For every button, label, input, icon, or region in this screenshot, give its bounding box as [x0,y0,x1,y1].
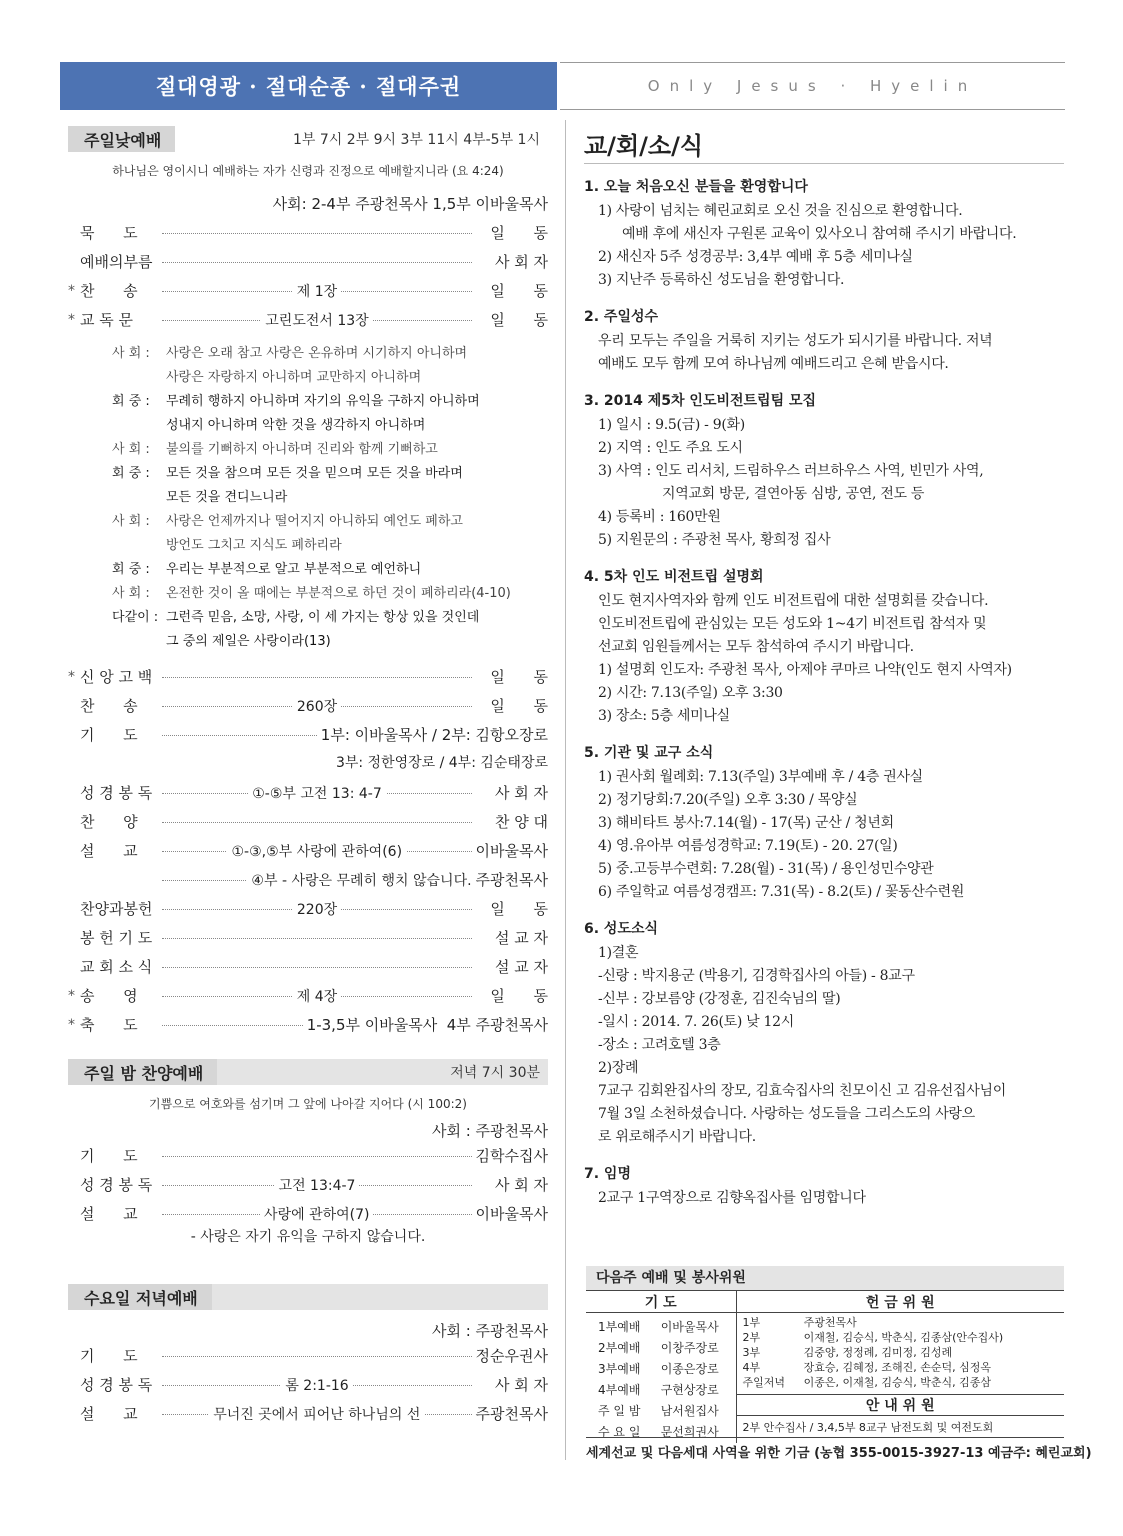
news-line: 2교구 1구역장으로 김향옥집사를 임명합니다 [598,1190,866,1206]
news-line: 1) 일시 : 9.5(금) - 9(화) [598,417,745,433]
order-person: 찬 양 대 [494,813,548,831]
reading-text: 모든 것을 견디느니라 [166,490,288,505]
mission-fund: 세계선교 및 다음세대 사역을 위한 기금 (농협 355-0015-3927-13 예금주: 혜린교회) [586,1437,1064,1461]
stand-mark: * [68,311,75,328]
order-label: 송 영 [80,987,138,1005]
reading-text: 사랑은 오래 참고 사랑은 온유하며 시기하지 아니하며 [166,346,468,361]
order-label: 교 독 문 [80,311,134,329]
prayer-extra: 3부: 정한영장로 / 4부: 김순태장로 [335,755,548,771]
offering-row-value: 김중양, 정정례, 김미정, 김성례 [803,1346,953,1359]
dot-leader [158,668,476,686]
order-person: 김학수집사 [475,1147,548,1165]
news-item [584,306,1064,376]
dot-leader [158,1016,307,1034]
wednesday-leader: 사회 : 주광천목사 [431,1322,548,1340]
order-list-1 [68,218,548,334]
news-line: 4) 등록비 : 160만원 [598,509,721,525]
order-row [68,1341,548,1370]
guide-head: 안 내 위 원 [737,1394,1065,1416]
reading-line [112,342,548,366]
news-line: 인도 현지사역자와 함께 인도 비전트립에 대한 설명회를 갖습니다. [598,593,989,609]
order-person: 설 교 자 [494,958,548,976]
reading-speaker [112,486,166,510]
sunday-evening-verse: 기쁨으로 여호와를 섬기며 그 앞에 나아갈 지어다 (시 100:2) [149,1097,467,1111]
stand-mark: * [68,987,75,1004]
dot-leader [158,958,476,976]
order-row [68,1141,548,1170]
order-label: 찬 송 [80,697,138,715]
news-line: 우리 모두는 주일을 거룩히 지키는 성도가 되시기를 바랍니다. 저녁 [598,333,993,349]
offering-row-key: 3부 [742,1346,761,1359]
news-heading: 6. 성도소식 [584,921,659,937]
sermon-extra-row [68,865,548,894]
wednesday-header [68,1284,548,1310]
sunday-morning-header [68,126,548,152]
prayer-row-value: 구현상장로 [660,1383,719,1397]
offering-row-value: 주광천목사 [803,1316,857,1329]
order-person: 1부: 이바울목사 / 2부: 김항오장로 [320,726,548,744]
news-column [584,126,1064,1210]
prayer-row-value: 이종은장로 [660,1362,719,1376]
news-line: 2) 새신자 5주 성경공부: 3,4부 예배 후 5층 세미나실 [598,249,913,265]
reading-speaker: 회 중 : [112,562,150,577]
news-line: 2) 지역 : 인도 주요 도시 [598,440,743,456]
order-person: 사 회 자 [494,1376,548,1394]
offering-row [743,1360,1065,1375]
order-row [68,1170,548,1199]
reading-text: 그런즉 믿음, 소망, 사랑, 이 세 가지는 항상 있을 것인데 [166,610,480,625]
offering-row [743,1315,1065,1330]
dot-leader [158,784,476,802]
worship-column [68,126,548,1428]
reading-text: 무례히 행하지 아니하며 자기의 유익을 구하지 아니하며 [166,394,480,409]
duty-table [586,1266,1064,1443]
news-line: 7월 3일 소천하셨습니다. 사랑하는 성도들을 그리스도의 사랑으 [598,1106,975,1122]
sunday-evening-time: 저녁 7시 30분 [450,1065,540,1081]
offering-row-value: 이재철, 김승식, 박춘식, 김종삼(안수집사) [803,1331,1004,1344]
order-row [68,1370,548,1399]
wednesday-title: 수요일 저녁예배 [68,1284,212,1310]
order-label: 설 교 [80,1205,138,1223]
order-label: 묵 도 [80,224,138,242]
order-label: 성 경 봉 독 [80,784,153,802]
evening-sermon-sub: - 사랑은 자기 유익을 구하지 않습니다. [190,1229,426,1245]
dot-leader [158,253,476,271]
order-label: 성 경 봉 독 [80,1376,153,1394]
order-label: 기 도 [80,1147,138,1165]
offering-row-key: 2부 [742,1331,761,1344]
prayer-row-key: 2부예배 [598,1341,641,1355]
order-person: 이바울목사 [475,1205,548,1223]
order-person: 사 회 자 [494,253,548,271]
order-row [68,276,548,305]
responsive-reading [112,342,548,654]
offering-row-key: 4부 [742,1361,761,1374]
order-label: 축 도 [80,1016,138,1034]
order-row [68,952,548,981]
dot-leader [158,1176,476,1194]
dot-leader [158,1147,476,1165]
offering-row [743,1330,1065,1345]
order-label: 교 회 소 식 [80,958,153,976]
news-line: 1) 설명회 인도자: 주광천 목사, 아제야 쿠마르 나약(인도 현지 사역자) [598,662,1012,678]
reading-text: 성내지 아니하며 악한 것을 생각하지 아니하며 [166,418,426,433]
reading-speaker [112,630,166,654]
prayer-head: 기 도 [586,1291,736,1313]
reading-speaker [112,366,166,390]
prayer-row-value: 이창주장로 [660,1341,719,1355]
reading-speaker: 사 회 : [112,514,150,529]
dot-leader [158,813,476,831]
order-person: 일 동 [490,224,548,242]
order-row [68,247,548,276]
order-label: 신 앙 고 백 [80,668,153,686]
order-label: 찬 송 [80,282,138,300]
order-person: 일 동 [490,311,548,329]
news-heading: 2. 주일성수 [584,309,659,325]
dot-leader [158,282,476,300]
reading-speaker: 다같이 : [112,610,159,625]
news-item [584,918,1064,1149]
reading-line [112,582,548,606]
dot-leader [158,224,476,242]
dot-leader [158,842,476,860]
order-row [68,1010,548,1039]
news-line: -일시 : 2014. 7. 26(토) 낮 12시 [598,1014,794,1030]
dot-leader [158,1205,476,1223]
order-label: 설 교 [80,842,138,860]
news-line: 5) 지원문의 : 주광천 목사, 황희정 집사 [598,532,831,548]
reading-line [112,438,548,462]
order-label: 찬양과봉헌 [80,900,153,918]
reading-line [112,558,548,582]
dot-leader [158,1376,476,1394]
news-line: 3) 지난주 등록하신 성도님을 환영합니다. [598,272,845,288]
prayer-row [586,1401,736,1422]
duty-title: 다음주 예배 및 봉사위원 [586,1266,1064,1290]
prayer-row-key: 주 일 밤 [598,1404,641,1418]
news-heading: 4. 5차 인도 비전트립 설명회 [584,569,764,585]
order-label: 기 도 [80,726,138,744]
news-line: 선교회 임원들께서는 모두 참석하여 주시기 바랍니다. [598,639,914,655]
prayer-row [586,1338,736,1359]
dot-leader [158,1347,476,1365]
order-list-4 [68,894,548,1039]
news-line: 2)장례 [598,1060,639,1076]
prayer-row-value: 남서원집사 [660,1404,719,1418]
reading-line [112,486,548,510]
order-detail: 사랑에 관하여(7) [260,1204,373,1224]
order-row [68,305,548,334]
order-person: 설 교 자 [494,929,548,947]
reading-text: 우리는 부분적으로 알고 부분적으로 예언하니 [166,562,422,577]
reading-line [112,366,548,390]
order-detail: ①-③,⑤부 사랑에 관하여(6) [227,841,406,861]
news-line: 3) 사역 : 인도 리서치, 드림하우스 러브하우스 사역, 빈민가 사역, [598,463,984,479]
order-label: 기 도 [80,1347,138,1365]
order-detail: 롬 2:1-16 [281,1375,352,1395]
column-divider [565,120,566,1460]
news-line: 3) 장소: 5층 세미나실 [598,708,730,724]
slogan-text: 절대영광 · 절대순종 · 절대주권 [155,74,462,99]
order-row [68,981,548,1010]
news-line: 1)결혼 [598,945,639,961]
news-item [584,176,1064,292]
dot-leader [158,311,476,329]
news-heading: 7. 임명 [584,1166,631,1182]
order-detail: 220장 [293,899,341,919]
news-heading: 1. 오늘 처음오신 분들을 환영합니다 [584,179,808,195]
order-person: 사 회 자 [494,784,548,802]
order-label: 예배의부름 [80,253,153,271]
order-row [68,662,548,691]
guide-text: 2부 안수집사 / 3,4,5부 8교구 남전도회 및 여전도회 [742,1421,994,1434]
news-line: 3) 해비타트 봉사:7.14(월) - 17(목) 군산 / 청년회 [598,815,894,831]
order-row [68,778,548,807]
offering-row-key: 주일저녁 [742,1376,786,1389]
news-line: 2) 시간: 7.13(주일) 오후 3:30 [598,685,783,701]
dot-leader [158,900,476,918]
sermon-extra-who: 주광천목사 [475,871,548,889]
tagline-text: Only Jesus · Hyelin [647,77,978,95]
reading-text: 모든 것을 참으며 모든 것을 믿으며 모든 것을 바라며 [166,466,463,481]
order-label: 성 경 봉 독 [80,1176,153,1194]
news-line: 2) 정기당회:7.20(주일) 오후 3:30 / 목양실 [598,792,858,808]
reading-line [112,630,548,654]
reading-text: 사랑은 언제까지나 떨어지지 아니하되 예언도 폐하고 [166,514,463,529]
order-detail: 고린도전서 13장 [261,310,372,330]
order-person: 정순우권사 [475,1347,548,1365]
news-heading: 3. 2014 제5차 인도비전트립팀 모집 [584,393,817,409]
news-list [584,176,1064,1210]
order-row [68,923,548,952]
news-line: 로 위로해주시기 바랍니다. [598,1129,756,1145]
reading-line [112,414,548,438]
reading-speaker: 사 회 : [112,442,150,457]
tagline-banner [560,62,1065,110]
dot-leader [158,1405,476,1423]
order-row [68,894,548,923]
sunday-evening-header [68,1059,548,1085]
order-list-3 [68,778,548,865]
offering-row-value: 장효승, 김혜정, 조해진, 손순덕, 심정옥 [803,1361,991,1374]
news-item [584,390,1064,552]
news-line: 4) 영.유아부 여름성경학교: 7.19(토) - 20. 27(일) [598,838,898,854]
reading-speaker [112,534,166,558]
news-item [584,742,1064,904]
news-line: -장소 : 고려호텔 3층 [598,1037,721,1053]
reading-line [112,606,548,630]
reading-text: 불의를 기뻐하지 아니하며 진리와 함께 기뻐하고 [166,442,438,457]
offering-row-key: 1부 [742,1316,761,1329]
order-detail: 260장 [293,696,341,716]
offering-head: 헌 금 위 원 [736,1291,1064,1313]
wednesday-order-list [68,1341,548,1428]
order-detail: 무너진 곳에서 피어난 하나님의 선 [209,1404,424,1424]
order-label: 찬 양 [80,813,138,831]
stand-mark: * [68,1016,75,1033]
prayer-row-key: 수 요 일 [598,1425,641,1439]
news-heading: 5. 기관 및 교구 소식 [584,745,714,761]
prayer-row-key: 4부예배 [598,1383,641,1397]
order-person: 사 회 자 [494,1176,548,1194]
slogan-banner [60,62,557,110]
offering-row-value: 이종은, 이재철, 김승식, 박춘식, 김종삼 [803,1376,991,1389]
prayer-row [586,1317,736,1338]
offering-row [743,1345,1065,1360]
prayer-row [586,1359,736,1380]
news-item [584,1163,1064,1210]
order-row [68,836,548,865]
prayer-row-value: 문선희권사 [660,1425,719,1439]
order-person: 이바울목사 [475,842,548,860]
order-label: 설 교 [80,1405,138,1423]
news-line: 예배도 모두 함께 모여 하나님께 예배드리고 은혜 받읍시다. [598,356,949,372]
stand-mark: * [68,668,75,685]
order-label: 봉 헌 기 도 [80,929,153,947]
news-line: 인도비전트립에 관심있는 모든 성도와 1~4기 비전트립 참석자 및 [598,616,987,632]
order-person: 일 동 [490,987,548,1005]
order-row [68,720,548,749]
order-row [68,807,548,836]
order-person: 일 동 [490,668,548,686]
order-row [68,691,548,720]
news-line: 7교구 김회완집사의 장모, 김효숙집사의 친모이신 고 김유선집사님이 [598,1083,1006,1099]
prayer-row-key: 1부예배 [598,1320,641,1334]
reading-line [112,390,548,414]
order-row [68,1199,548,1228]
order-list-2 [68,662,548,749]
news-line: 6) 주일학교 여름성경캠프: 7.31(목) - 8.2(토) / 꽃동산수련원 [598,884,965,900]
stand-mark: * [68,282,75,299]
order-person: 일 동 [490,282,548,300]
sunday-evening-leader: 사회 : 주광천목사 [431,1122,548,1140]
news-line: -신랑 : 박지용군 (박용기, 김경학집사의 아들) - 8교구 [598,968,915,984]
reading-text: 사랑은 자랑하지 아니하며 교만하지 아니하며 [166,370,422,385]
news-line: 1) 사랑이 넘치는 혜린교회로 오신 것을 진심으로 환영합니다. [598,203,963,219]
order-row [68,218,548,247]
news-line: 5) 중.고등부수련회: 7.28(월) - 31(목) / 용인성민수양관 [598,861,934,877]
news-line: 예배 후에 새신자 구원론 교육이 있사오니 참여해 주시기 바랍니다. [622,226,1017,242]
news-item [584,566,1064,728]
order-detail: 제 1장 [293,281,341,301]
news-line: 1) 권사회 월례회: 7.13(주일) 3부예배 후 / 4층 권사실 [598,769,923,785]
reading-text: 온전한 것이 올 때에는 부분적으로 하던 것이 폐하리라(4-10) [166,586,511,601]
prayer-row-key: 3부예배 [598,1362,641,1376]
dot-leader [158,987,476,1005]
reading-speaker [112,414,166,438]
order-detail: 고전 13:4-7 [275,1175,360,1195]
news-title: 교/회/소/식 [584,126,1064,164]
prayer-row [586,1380,736,1401]
reading-speaker: 사 회 : [112,586,150,601]
order-person: 일 동 [490,697,548,715]
prayer-row-value: 이바울목사 [660,1320,719,1334]
sunday-morning-leader: 사회: 2-4부 주광천목사 1,5부 이바울목사 [272,195,548,213]
reading-line [112,534,548,558]
order-detail: 제 4장 [293,986,341,1006]
prayer-list [586,1317,736,1443]
sermon-extra-title: ④부 - 사랑은 무례히 행치 않습니다. [247,870,475,890]
order-detail: ①-⑤부 고전 13: 4-7 [248,783,385,803]
evening-order-list [68,1141,548,1228]
order-person: 일 동 [490,900,548,918]
reading-speaker: 회 중 : [112,394,150,409]
reading-speaker: 회 중 : [112,466,150,481]
sunday-morning-times: 1부 7시 2부 9시 3부 11시 4부-5부 1시 [293,132,540,148]
dot-leader [158,929,476,947]
news-line: -신부 : 강보름양 (강정훈, 김진숙님의 딸) [598,991,841,1007]
sunday-morning-title: 주일낮예배 [68,126,175,152]
order-person: 1-3,5부 이바울목사 4부 주광천목사 [306,1016,548,1034]
order-row [68,1399,548,1428]
reading-line [112,510,548,534]
sunday-evening-title: 주일 밤 찬양예배 [68,1059,217,1085]
sunday-morning-verse: 하나님은 영이시니 예배하는 자가 신령과 진정으로 예배할지니라 (요 4:24) [112,164,504,178]
duty-grid [586,1290,1064,1443]
reading-speaker: 사 회 : [112,346,150,361]
dot-leader [158,697,476,715]
news-line: 지역교회 방문, 결연아동 심방, 공연, 전도 등 [662,486,925,502]
reading-text: 방언도 그치고 지식도 폐하리라 [166,538,342,553]
dot-leader [158,726,321,744]
order-person: 주광천목사 [475,1405,548,1423]
offering-list [743,1315,1065,1390]
offering-row [743,1375,1065,1390]
reading-text: 그 중의 제일은 사랑이라(13) [166,634,331,649]
reading-line [112,462,548,486]
